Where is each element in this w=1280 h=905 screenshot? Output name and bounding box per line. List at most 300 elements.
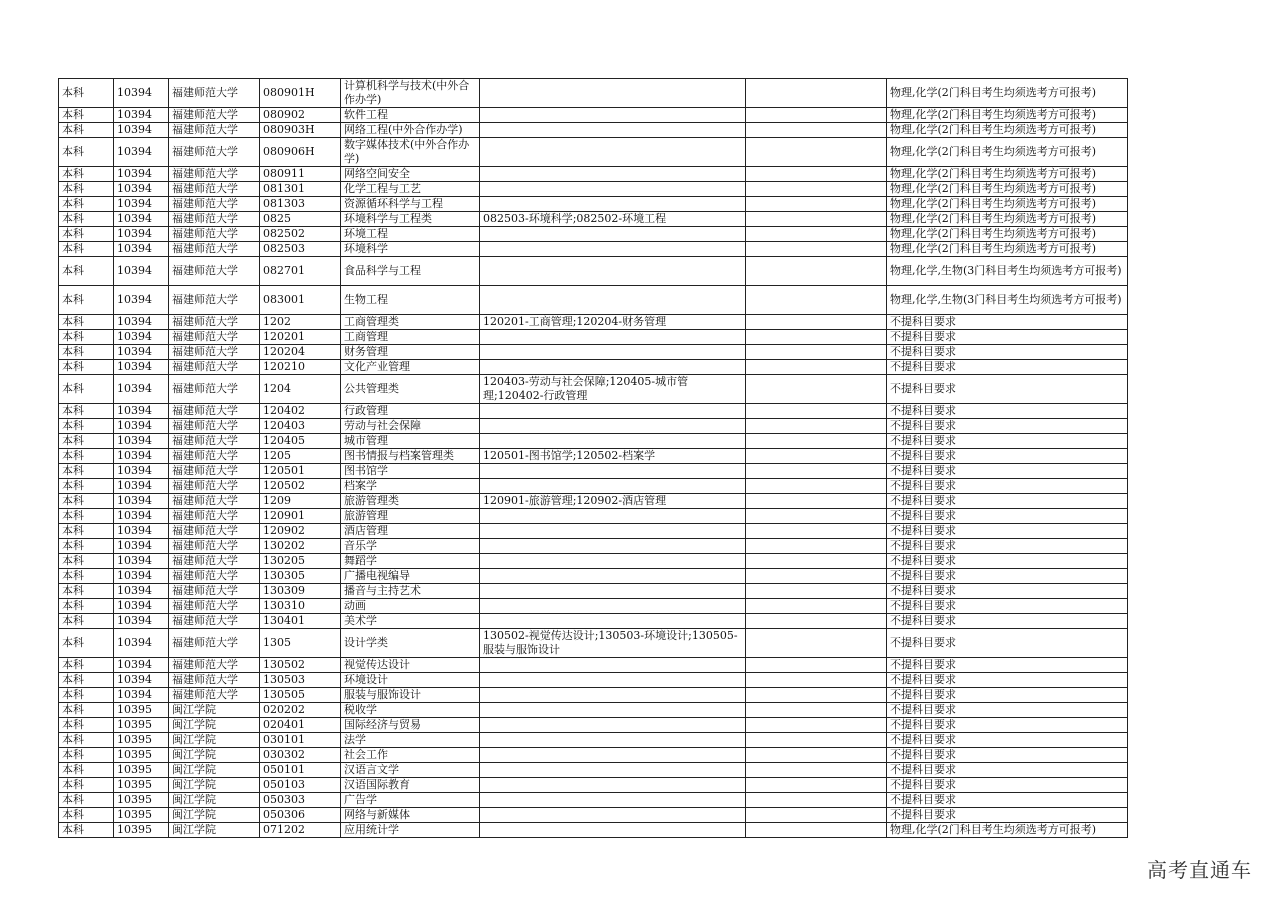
included-majors-cell bbox=[480, 808, 746, 823]
subject-requirement-cell: 物理,化学,生物(3门科目考生均须选考方可报考) bbox=[887, 257, 1128, 286]
level-cell: 本科 bbox=[59, 763, 114, 778]
major-name-cell: 环境工程 bbox=[341, 227, 480, 242]
table-row bbox=[59, 167, 1128, 182]
school-code-cell: 10395 bbox=[114, 778, 169, 793]
table-row bbox=[59, 524, 1128, 539]
included-majors-cell bbox=[480, 464, 746, 479]
note-cell bbox=[746, 509, 887, 524]
note-cell bbox=[746, 703, 887, 718]
major-code-cell: 050103 bbox=[260, 778, 341, 793]
included-majors-cell bbox=[480, 688, 746, 703]
level-cell: 本科 bbox=[59, 138, 114, 167]
included-majors-cell bbox=[480, 599, 746, 614]
subject-requirement-cell: 不提科目要求 bbox=[887, 479, 1128, 494]
level-cell: 本科 bbox=[59, 197, 114, 212]
note-cell bbox=[746, 658, 887, 673]
table-row bbox=[59, 748, 1128, 763]
note-cell bbox=[746, 614, 887, 629]
note-cell bbox=[746, 584, 887, 599]
note-cell bbox=[746, 763, 887, 778]
school-name-cell: 福建师范大学 bbox=[169, 138, 260, 167]
subject-requirement-cell: 物理,化学(2门科目考生均须选考方可报考) bbox=[887, 167, 1128, 182]
school-code-cell: 10395 bbox=[114, 763, 169, 778]
major-name-cell: 图书情报与档案管理类 bbox=[341, 449, 480, 464]
major-name-cell: 设计学类 bbox=[341, 629, 480, 658]
major-name-cell: 城市管理 bbox=[341, 434, 480, 449]
table-row bbox=[59, 658, 1128, 673]
school-name-cell: 福建师范大学 bbox=[169, 212, 260, 227]
note-cell bbox=[746, 464, 887, 479]
included-majors-cell bbox=[480, 227, 746, 242]
school-name-cell: 福建师范大学 bbox=[169, 494, 260, 509]
level-cell: 本科 bbox=[59, 123, 114, 138]
school-name-cell: 福建师范大学 bbox=[169, 449, 260, 464]
school-code-cell: 10394 bbox=[114, 524, 169, 539]
note-cell bbox=[746, 182, 887, 197]
major-code-cell: 120902 bbox=[260, 524, 341, 539]
major-code-cell: 130401 bbox=[260, 614, 341, 629]
included-majors-cell bbox=[480, 763, 746, 778]
school-name-cell: 闽江学院 bbox=[169, 793, 260, 808]
major-name-cell: 舞蹈学 bbox=[341, 554, 480, 569]
school-name-cell: 福建师范大学 bbox=[169, 479, 260, 494]
school-code-cell: 10395 bbox=[114, 793, 169, 808]
major-name-cell: 动画 bbox=[341, 599, 480, 614]
subject-requirement-cell: 不提科目要求 bbox=[887, 554, 1128, 569]
subject-requirement-cell: 物理,化学(2门科目考生均须选考方可报考) bbox=[887, 242, 1128, 257]
school-code-cell: 10394 bbox=[114, 227, 169, 242]
watermark-text: 高考直通车 bbox=[1147, 858, 1252, 882]
school-code-cell: 10395 bbox=[114, 748, 169, 763]
table-row bbox=[59, 509, 1128, 524]
note-cell bbox=[746, 793, 887, 808]
table-row bbox=[59, 479, 1128, 494]
level-cell: 本科 bbox=[59, 464, 114, 479]
level-cell: 本科 bbox=[59, 688, 114, 703]
major-name-cell: 音乐学 bbox=[341, 539, 480, 554]
major-name-cell: 工商管理 bbox=[341, 330, 480, 345]
level-cell: 本科 bbox=[59, 673, 114, 688]
school-code-cell: 10394 bbox=[114, 614, 169, 629]
level-cell: 本科 bbox=[59, 404, 114, 419]
major-code-cell: 020202 bbox=[260, 703, 341, 718]
level-cell: 本科 bbox=[59, 614, 114, 629]
table-row bbox=[59, 688, 1128, 703]
included-majors-cell bbox=[480, 79, 746, 108]
major-code-cell: 050306 bbox=[260, 808, 341, 823]
major-code-cell: 050101 bbox=[260, 763, 341, 778]
subject-requirement-cell: 不提科目要求 bbox=[887, 360, 1128, 375]
school-name-cell: 福建师范大学 bbox=[169, 404, 260, 419]
note-cell bbox=[746, 257, 887, 286]
major-code-cell: 130309 bbox=[260, 584, 341, 599]
included-majors-cell bbox=[480, 404, 746, 419]
major-code-cell: 130202 bbox=[260, 539, 341, 554]
school-code-cell: 10394 bbox=[114, 167, 169, 182]
major-code-cell: 130310 bbox=[260, 599, 341, 614]
table-row bbox=[59, 569, 1128, 584]
school-code-cell: 10394 bbox=[114, 197, 169, 212]
major-code-cell: 080902 bbox=[260, 108, 341, 123]
school-code-cell: 10394 bbox=[114, 449, 169, 464]
major-code-cell: 120210 bbox=[260, 360, 341, 375]
note-cell bbox=[746, 345, 887, 360]
school-code-cell: 10394 bbox=[114, 569, 169, 584]
table-row bbox=[59, 823, 1128, 838]
level-cell: 本科 bbox=[59, 419, 114, 434]
table-row bbox=[59, 375, 1128, 404]
level-cell: 本科 bbox=[59, 554, 114, 569]
school-name-cell: 福建师范大学 bbox=[169, 227, 260, 242]
included-majors-cell bbox=[480, 257, 746, 286]
level-cell: 本科 bbox=[59, 584, 114, 599]
subject-requirement-cell: 物理,化学(2门科目考生均须选考方可报考) bbox=[887, 197, 1128, 212]
school-code-cell: 10394 bbox=[114, 375, 169, 404]
note-cell bbox=[746, 808, 887, 823]
major-name-cell: 网络与新媒体 bbox=[341, 808, 480, 823]
note-cell bbox=[746, 242, 887, 257]
table-row bbox=[59, 703, 1128, 718]
level-cell: 本科 bbox=[59, 212, 114, 227]
school-name-cell: 福建师范大学 bbox=[169, 123, 260, 138]
table-row bbox=[59, 629, 1128, 658]
table-row bbox=[59, 614, 1128, 629]
included-majors-cell bbox=[480, 242, 746, 257]
major-name-cell: 社会工作 bbox=[341, 748, 480, 763]
subject-requirement-cell: 不提科目要求 bbox=[887, 539, 1128, 554]
level-cell: 本科 bbox=[59, 599, 114, 614]
school-code-cell: 10394 bbox=[114, 539, 169, 554]
table-row bbox=[59, 79, 1128, 108]
major-code-cell: 1209 bbox=[260, 494, 341, 509]
table-row bbox=[59, 404, 1128, 419]
included-majors-cell bbox=[480, 524, 746, 539]
school-name-cell: 福建师范大学 bbox=[169, 614, 260, 629]
level-cell: 本科 bbox=[59, 494, 114, 509]
subject-requirement-cell: 不提科目要求 bbox=[887, 345, 1128, 360]
major-name-cell: 公共管理类 bbox=[341, 375, 480, 404]
major-name-cell: 资源循环科学与工程 bbox=[341, 197, 480, 212]
school-code-cell: 10394 bbox=[114, 494, 169, 509]
level-cell: 本科 bbox=[59, 345, 114, 360]
subject-requirement-cell: 不提科目要求 bbox=[887, 748, 1128, 763]
table-row bbox=[59, 808, 1128, 823]
school-name-cell: 福建师范大学 bbox=[169, 345, 260, 360]
table-row bbox=[59, 123, 1128, 138]
enrollment-requirements-table bbox=[58, 78, 1128, 838]
subject-requirement-cell: 物理,化学(2门科目考生均须选考方可报考) bbox=[887, 108, 1128, 123]
subject-requirement-cell: 物理,化学(2门科目考生均须选考方可报考) bbox=[887, 823, 1128, 838]
school-code-cell: 10395 bbox=[114, 808, 169, 823]
note-cell bbox=[746, 330, 887, 345]
subject-requirement-cell: 不提科目要求 bbox=[887, 584, 1128, 599]
table-row bbox=[59, 138, 1128, 167]
level-cell: 本科 bbox=[59, 79, 114, 108]
major-code-cell: 030302 bbox=[260, 748, 341, 763]
table-row bbox=[59, 434, 1128, 449]
table-row bbox=[59, 793, 1128, 808]
school-name-cell: 福建师范大学 bbox=[169, 197, 260, 212]
major-name-cell: 生物工程 bbox=[341, 286, 480, 315]
table-row bbox=[59, 673, 1128, 688]
level-cell: 本科 bbox=[59, 257, 114, 286]
major-name-cell: 食品科学与工程 bbox=[341, 257, 480, 286]
level-cell: 本科 bbox=[59, 703, 114, 718]
level-cell: 本科 bbox=[59, 360, 114, 375]
major-code-cell: 082502 bbox=[260, 227, 341, 242]
subject-requirement-cell: 物理,化学(2门科目考生均须选考方可报考) bbox=[887, 138, 1128, 167]
table-row bbox=[59, 778, 1128, 793]
school-code-cell: 10394 bbox=[114, 138, 169, 167]
major-code-cell: 1204 bbox=[260, 375, 341, 404]
school-name-cell: 闽江学院 bbox=[169, 703, 260, 718]
major-code-cell: 130502 bbox=[260, 658, 341, 673]
included-majors-cell bbox=[480, 539, 746, 554]
major-code-cell: 130205 bbox=[260, 554, 341, 569]
school-name-cell: 福建师范大学 bbox=[169, 286, 260, 315]
note-cell bbox=[746, 599, 887, 614]
note-cell bbox=[746, 554, 887, 569]
major-code-cell: 081301 bbox=[260, 182, 341, 197]
major-name-cell: 工商管理类 bbox=[341, 315, 480, 330]
table-row bbox=[59, 554, 1128, 569]
included-majors-cell bbox=[480, 182, 746, 197]
major-name-cell: 旅游管理类 bbox=[341, 494, 480, 509]
major-name-cell: 美术学 bbox=[341, 614, 480, 629]
table-row bbox=[59, 763, 1128, 778]
school-name-cell: 福建师范大学 bbox=[169, 360, 260, 375]
school-name-cell: 闽江学院 bbox=[169, 823, 260, 838]
subject-requirement-cell: 不提科目要求 bbox=[887, 434, 1128, 449]
school-name-cell: 闽江学院 bbox=[169, 763, 260, 778]
included-majors-cell: 120501-图书馆学;120502-档案学 bbox=[480, 449, 746, 464]
school-code-cell: 10394 bbox=[114, 404, 169, 419]
included-majors-cell bbox=[480, 658, 746, 673]
subject-requirement-cell: 物理,化学(2门科目考生均须选考方可报考) bbox=[887, 227, 1128, 242]
subject-requirement-cell: 不提科目要求 bbox=[887, 494, 1128, 509]
major-name-cell: 视觉传达设计 bbox=[341, 658, 480, 673]
note-cell bbox=[746, 539, 887, 554]
note-cell bbox=[746, 688, 887, 703]
school-code-cell: 10394 bbox=[114, 688, 169, 703]
school-code-cell: 10394 bbox=[114, 257, 169, 286]
level-cell: 本科 bbox=[59, 793, 114, 808]
level-cell: 本科 bbox=[59, 227, 114, 242]
subject-requirement-cell: 不提科目要求 bbox=[887, 614, 1128, 629]
level-cell: 本科 bbox=[59, 108, 114, 123]
major-code-cell: 130503 bbox=[260, 673, 341, 688]
note-cell bbox=[746, 419, 887, 434]
subject-requirement-cell: 不提科目要求 bbox=[887, 419, 1128, 434]
subject-requirement-cell: 不提科目要求 bbox=[887, 629, 1128, 658]
major-name-cell: 环境设计 bbox=[341, 673, 480, 688]
subject-requirement-cell: 物理,化学(2门科目考生均须选考方可报考) bbox=[887, 212, 1128, 227]
included-majors-cell bbox=[480, 330, 746, 345]
subject-requirement-cell: 物理,化学(2门科目考生均须选考方可报考) bbox=[887, 79, 1128, 108]
school-code-cell: 10394 bbox=[114, 554, 169, 569]
included-majors-cell bbox=[480, 793, 746, 808]
note-cell bbox=[746, 404, 887, 419]
school-code-cell: 10394 bbox=[114, 108, 169, 123]
level-cell: 本科 bbox=[59, 808, 114, 823]
subject-requirement-cell: 不提科目要求 bbox=[887, 449, 1128, 464]
subject-requirement-cell: 不提科目要求 bbox=[887, 673, 1128, 688]
note-cell bbox=[746, 748, 887, 763]
subject-requirement-cell: 不提科目要求 bbox=[887, 599, 1128, 614]
school-code-cell: 10394 bbox=[114, 419, 169, 434]
table-row bbox=[59, 494, 1128, 509]
subject-requirement-cell: 不提科目要求 bbox=[887, 718, 1128, 733]
level-cell: 本科 bbox=[59, 286, 114, 315]
table-row bbox=[59, 242, 1128, 257]
school-code-cell: 10394 bbox=[114, 345, 169, 360]
school-code-cell: 10395 bbox=[114, 823, 169, 838]
table-row bbox=[59, 257, 1128, 286]
included-majors-cell: 130502-视觉传达设计;130503-环境设计;130505-服装与服饰设计 bbox=[480, 629, 746, 658]
included-majors-cell bbox=[480, 345, 746, 360]
included-majors-cell: 120901-旅游管理;120902-酒店管理 bbox=[480, 494, 746, 509]
included-majors-cell bbox=[480, 419, 746, 434]
level-cell: 本科 bbox=[59, 778, 114, 793]
school-code-cell: 10394 bbox=[114, 360, 169, 375]
note-cell bbox=[746, 79, 887, 108]
level-cell: 本科 bbox=[59, 449, 114, 464]
major-code-cell: 082503 bbox=[260, 242, 341, 257]
major-name-cell: 化学工程与工艺 bbox=[341, 182, 480, 197]
school-name-cell: 福建师范大学 bbox=[169, 584, 260, 599]
major-name-cell: 图书馆学 bbox=[341, 464, 480, 479]
included-majors-cell: 120403-劳动与社会保障;120405-城市管理;120402-行政管理 bbox=[480, 375, 746, 404]
level-cell: 本科 bbox=[59, 509, 114, 524]
school-name-cell: 福建师范大学 bbox=[169, 509, 260, 524]
included-majors-cell bbox=[480, 286, 746, 315]
major-name-cell: 酒店管理 bbox=[341, 524, 480, 539]
school-name-cell: 福建师范大学 bbox=[169, 569, 260, 584]
major-code-cell: 130505 bbox=[260, 688, 341, 703]
subject-requirement-cell: 不提科目要求 bbox=[887, 763, 1128, 778]
major-code-cell: 1202 bbox=[260, 315, 341, 330]
major-name-cell: 行政管理 bbox=[341, 404, 480, 419]
note-cell bbox=[746, 494, 887, 509]
included-majors-cell bbox=[480, 733, 746, 748]
level-cell: 本科 bbox=[59, 539, 114, 554]
major-code-cell: 120403 bbox=[260, 419, 341, 434]
major-code-cell: 120204 bbox=[260, 345, 341, 360]
included-majors-cell bbox=[480, 360, 746, 375]
note-cell bbox=[746, 569, 887, 584]
note-cell bbox=[746, 360, 887, 375]
note-cell bbox=[746, 823, 887, 838]
school-code-cell: 10394 bbox=[114, 658, 169, 673]
level-cell: 本科 bbox=[59, 479, 114, 494]
included-majors-cell: 082503-环境科学;082502-环境工程 bbox=[480, 212, 746, 227]
table-row bbox=[59, 212, 1128, 227]
major-code-cell: 071202 bbox=[260, 823, 341, 838]
major-name-cell: 环境科学与工程类 bbox=[341, 212, 480, 227]
note-cell bbox=[746, 315, 887, 330]
major-name-cell: 广告学 bbox=[341, 793, 480, 808]
major-name-cell: 网络空间安全 bbox=[341, 167, 480, 182]
major-name-cell: 法学 bbox=[341, 733, 480, 748]
subject-requirement-cell: 不提科目要求 bbox=[887, 808, 1128, 823]
major-code-cell: 080903H bbox=[260, 123, 341, 138]
included-majors-cell bbox=[480, 569, 746, 584]
note-cell bbox=[746, 123, 887, 138]
included-majors-cell bbox=[480, 823, 746, 838]
table-body bbox=[59, 79, 1128, 838]
included-majors-cell bbox=[480, 554, 746, 569]
note-cell bbox=[746, 673, 887, 688]
included-majors-cell bbox=[480, 778, 746, 793]
level-cell: 本科 bbox=[59, 434, 114, 449]
school-name-cell: 闽江学院 bbox=[169, 748, 260, 763]
school-name-cell: 福建师范大学 bbox=[169, 330, 260, 345]
note-cell bbox=[746, 778, 887, 793]
table-row bbox=[59, 108, 1128, 123]
major-name-cell: 应用统计学 bbox=[341, 823, 480, 838]
major-code-cell: 120901 bbox=[260, 509, 341, 524]
school-code-cell: 10394 bbox=[114, 330, 169, 345]
subject-requirement-cell: 不提科目要求 bbox=[887, 569, 1128, 584]
major-code-cell: 1205 bbox=[260, 449, 341, 464]
subject-requirement-cell: 不提科目要求 bbox=[887, 688, 1128, 703]
note-cell bbox=[746, 167, 887, 182]
note-cell bbox=[746, 524, 887, 539]
major-name-cell: 数字媒体技术(中外合作办学) bbox=[341, 138, 480, 167]
included-majors-cell bbox=[480, 123, 746, 138]
major-code-cell: 083001 bbox=[260, 286, 341, 315]
school-name-cell: 福建师范大学 bbox=[169, 539, 260, 554]
major-code-cell: 030101 bbox=[260, 733, 341, 748]
school-code-cell: 10395 bbox=[114, 718, 169, 733]
school-name-cell: 闽江学院 bbox=[169, 718, 260, 733]
level-cell: 本科 bbox=[59, 569, 114, 584]
major-name-cell: 旅游管理 bbox=[341, 509, 480, 524]
subject-requirement-cell: 不提科目要求 bbox=[887, 315, 1128, 330]
table-row bbox=[59, 345, 1128, 360]
school-code-cell: 10394 bbox=[114, 123, 169, 138]
level-cell: 本科 bbox=[59, 182, 114, 197]
major-code-cell: 120501 bbox=[260, 464, 341, 479]
note-cell bbox=[746, 434, 887, 449]
included-majors-cell bbox=[480, 509, 746, 524]
major-name-cell: 档案学 bbox=[341, 479, 480, 494]
included-majors-cell bbox=[480, 138, 746, 167]
school-code-cell: 10394 bbox=[114, 509, 169, 524]
school-code-cell: 10394 bbox=[114, 286, 169, 315]
major-code-cell: 081303 bbox=[260, 197, 341, 212]
note-cell bbox=[746, 479, 887, 494]
level-cell: 本科 bbox=[59, 823, 114, 838]
major-code-cell: 082701 bbox=[260, 257, 341, 286]
note-cell bbox=[746, 108, 887, 123]
subject-requirement-cell: 不提科目要求 bbox=[887, 464, 1128, 479]
table-row bbox=[59, 539, 1128, 554]
included-majors-cell bbox=[480, 718, 746, 733]
major-name-cell: 汉语国际教育 bbox=[341, 778, 480, 793]
level-cell: 本科 bbox=[59, 315, 114, 330]
school-name-cell: 福建师范大学 bbox=[169, 182, 260, 197]
school-code-cell: 10394 bbox=[114, 212, 169, 227]
school-code-cell: 10394 bbox=[114, 315, 169, 330]
level-cell: 本科 bbox=[59, 242, 114, 257]
level-cell: 本科 bbox=[59, 375, 114, 404]
included-majors-cell bbox=[480, 673, 746, 688]
table-row bbox=[59, 197, 1128, 212]
major-name-cell: 广播电视编导 bbox=[341, 569, 480, 584]
school-name-cell: 闽江学院 bbox=[169, 808, 260, 823]
table-row bbox=[59, 718, 1128, 733]
